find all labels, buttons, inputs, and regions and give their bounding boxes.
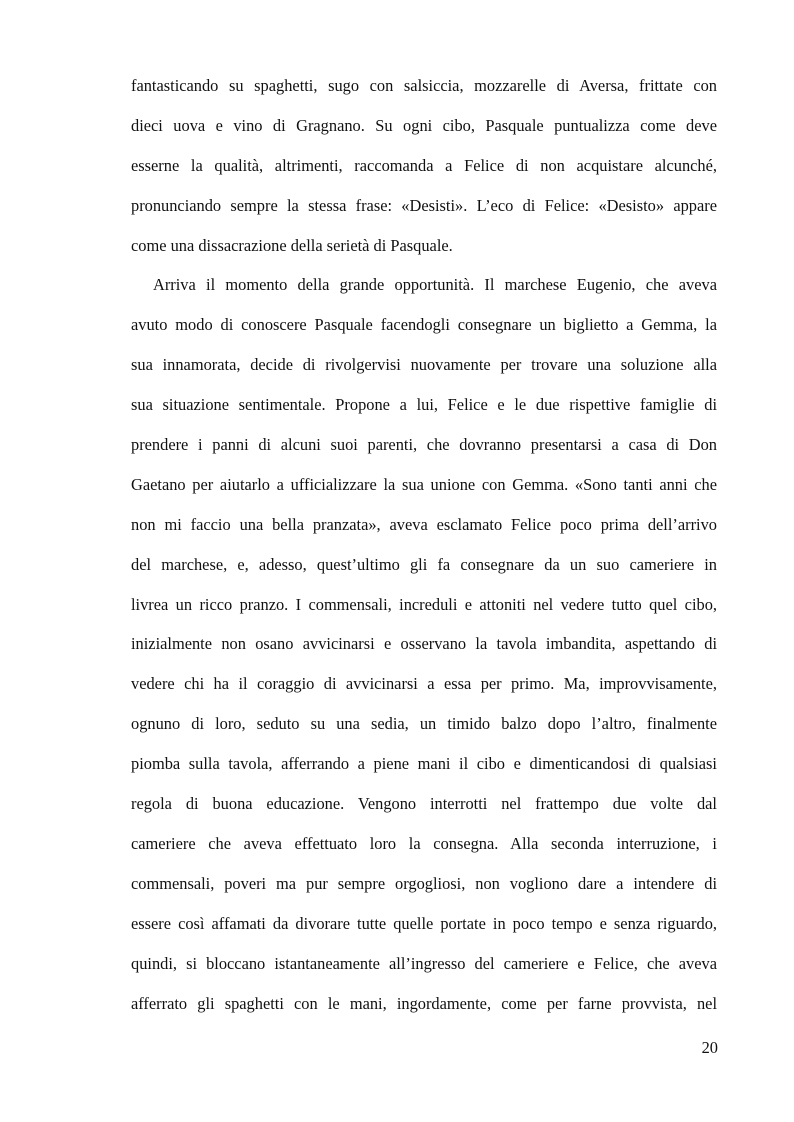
text-line: come una dissacrazione della serietà di Pasquale.: [131, 235, 453, 255]
text-line: inizialmente non osano avvicinarsi e osservano la tavola imbandita, aspettando di: [131, 634, 717, 654]
text-line: non mi faccio una bella pranzata», aveva esclamato Felice poco prima dell’arrivo: [131, 514, 717, 534]
text-line: del marchese, e, adesso, quest’ultimo gli fa consegnare da un suo cameriere in: [131, 554, 717, 574]
text-line: fantasticando su spaghetti, sugo con salsiccia, mozzarelle di Aversa, frittate con: [131, 76, 717, 95]
text-line: quindi, si bloccano istantaneamente all’ingresso del cameriere e Felice, che aveva: [131, 953, 717, 973]
paragraph-1: [131, 66, 717, 265]
page-body: [131, 66, 717, 1023]
text-line: livrea un ricco pranzo. I commensali, increduli e attoniti nel vedere tutto quel cibo,: [131, 594, 717, 614]
text-line: cameriere che aveva effettuato loro la consegna. Alla seconda interruzione, i: [131, 833, 717, 853]
paragraph-2: [131, 265, 717, 1023]
text-line: Arriva il momento della grande opportunità. Il marchese Eugenio, che aveva: [153, 275, 717, 295]
text-line: regola di buona educazione. Vengono interrotti nel frattempo due volte dal: [131, 794, 717, 814]
text-line: vedere chi ha il coraggio di avvicinarsi a essa per primo. Ma, improvvisamente,: [131, 674, 717, 694]
text-line: afferrato gli spaghetti con le mani, ingordamente, come per farne provvista, nel: [131, 993, 717, 1013]
text-line: prendere i panni di alcuni suoi parenti, che dovranno presentarsi a casa di Don: [131, 435, 717, 455]
text-line: sua innamorata, decide di rivolgervisi nuovamente per trovare una soluzione alla: [131, 355, 717, 375]
text-line: essere così affamati da divorare tutte quelle portate in poco tempo e senza riguardo,: [131, 913, 717, 933]
text-line: esserne la qualità, altrimenti, raccomanda a Felice di non acquistare alcunché,: [131, 155, 717, 175]
text-line: sua situazione sentimentale. Propone a lui, Felice e le due rispettive famiglie di: [131, 395, 717, 415]
text-line: commensali, poveri ma pur sempre orgogliosi, non vogliono dare a intendere di: [131, 873, 717, 893]
text-line: pronunciando sempre la stessa frase: «Desisti». L’eco di Felice: «Desisto» appare: [131, 195, 717, 215]
text-line: avuto modo di conoscere Pasquale facendogli consegnare un biglietto a Gemma, la: [131, 315, 717, 335]
text-line: piomba sulla tavola, afferrando a piene mani il cibo e dimenticandosi di qualsiasi: [131, 754, 717, 774]
text-line: ognuno di loro, seduto su una sedia, un timido balzo dopo l’altro, finalmente: [131, 714, 717, 734]
page-number: 20: [701, 1038, 718, 1057]
text-line: dieci uova e vino di Gragnano. Su ogni cibo, Pasquale puntualizza come deve: [131, 115, 717, 135]
text-line: Gaetano per aiutarlo a ufficializzare la sua unione con Gemma. «Sono tanti anni che: [131, 474, 717, 494]
